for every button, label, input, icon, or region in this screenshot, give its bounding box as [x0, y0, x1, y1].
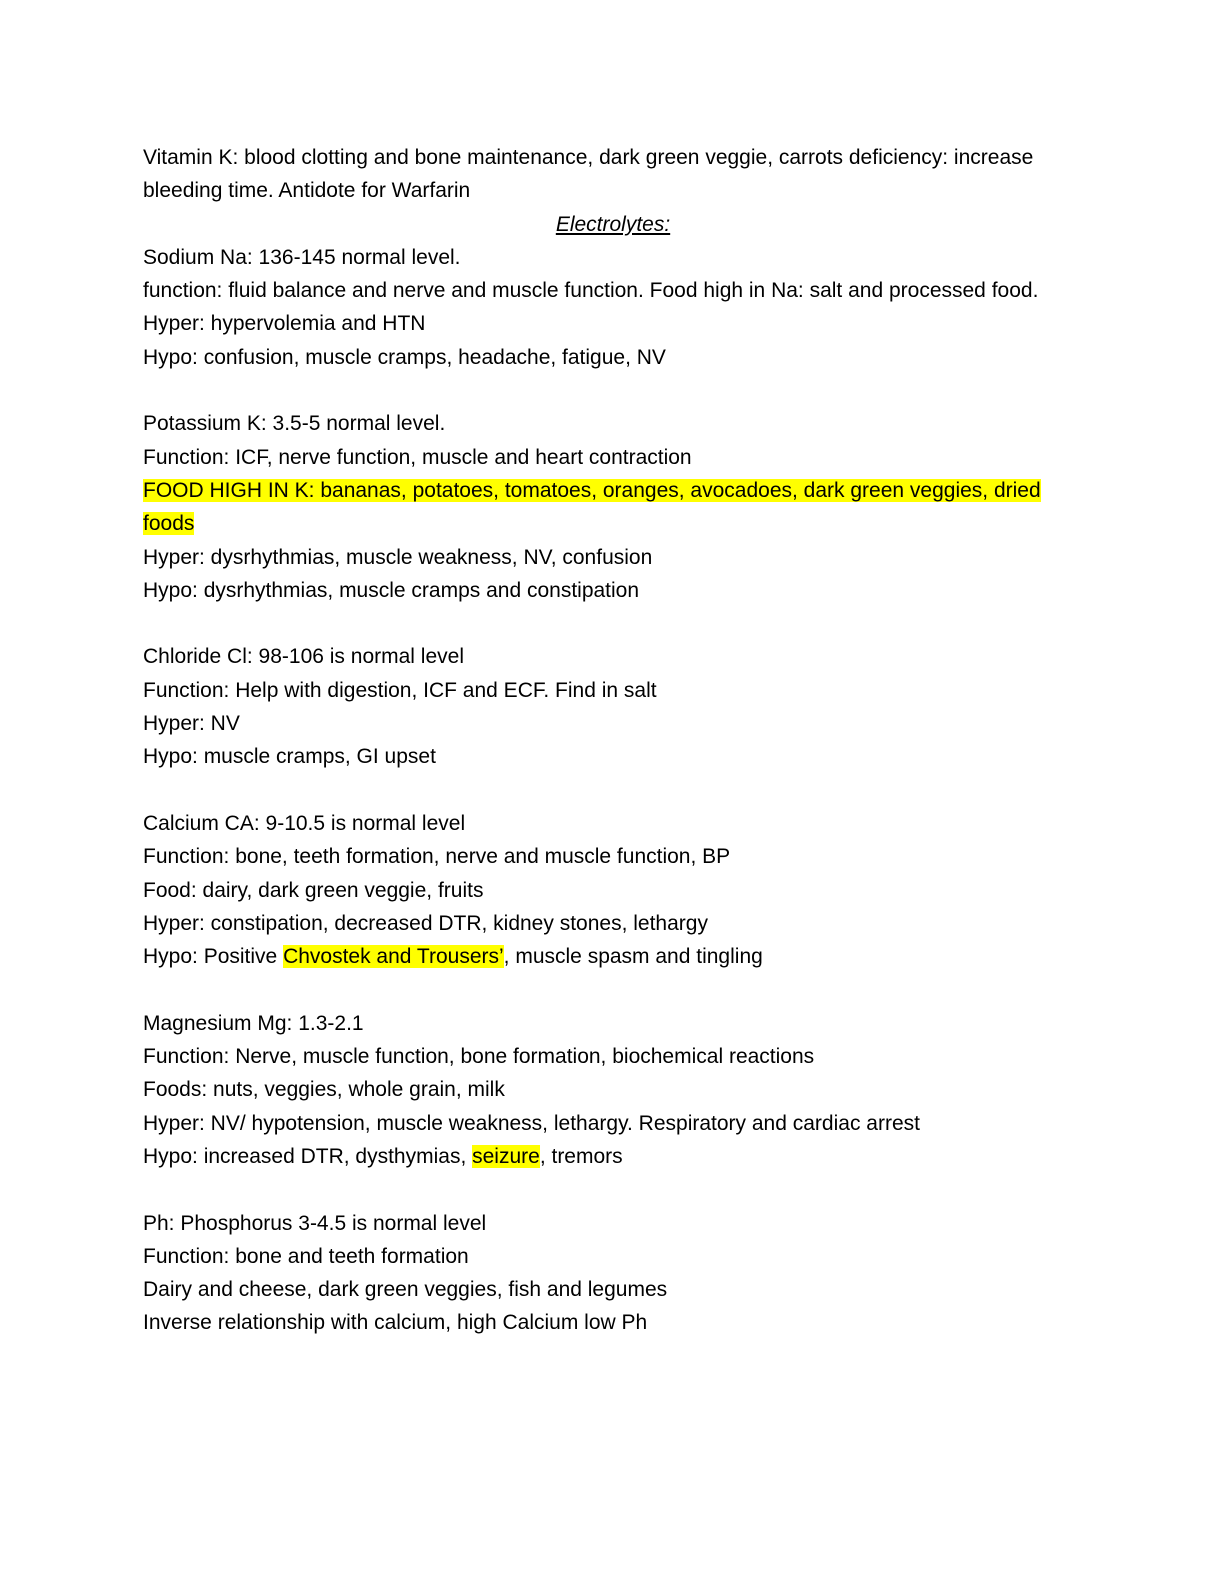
- chloride-function: Function: Help with digestion, ICF and ECF. Find in salt: [143, 678, 657, 702]
- calcium-food: Food: dairy, dark green veggie, fruits: [143, 878, 484, 902]
- phosphorus-function: Function: bone and teeth formation: [143, 1244, 469, 1268]
- spacer: [143, 774, 1083, 807]
- potassium-hyper: Hyper: dysrhythmias, muscle weakness, NV, confusion: [143, 545, 653, 569]
- magnesium-hyper: Hyper: NV/ hypotension, muscle weakness, lethargy. Respiratory and cardiac arrest: [143, 1111, 920, 1135]
- magnesium-hypo-highlight: seizure: [472, 1144, 540, 1168]
- magnesium-foods: Foods: nuts, veggies, whole grain, milk: [143, 1078, 505, 1102]
- potassium-function: Function: ICF, nerve function, muscle and heart contraction: [143, 445, 692, 469]
- magnesium-title: Magnesium Mg: 1.3-2.1: [143, 1011, 364, 1035]
- calcium-hypo-highlight: Chvostek and Trousers’: [283, 945, 504, 969]
- calcium-title: Calcium CA: 9-10.5 is normal level: [143, 811, 466, 835]
- sodium-hypo: Hypo: confusion, muscle cramps, headache, fatigue, NV: [143, 345, 666, 369]
- sodium-function: function: fluid balance and nerve and muscle function. Food high in Na: salt and processed food.: [143, 279, 1039, 303]
- potassium-food-line-1: [143, 474, 1083, 507]
- document-body: [143, 141, 1083, 1340]
- phosphorus-foods: Dairy and cheese, dark green veggies, fish and legumes: [143, 1278, 668, 1302]
- sodium-hyper: Hyper: hypervolemia and HTN: [143, 312, 426, 336]
- potassium-hypo: Hypo: dysrhythmias, muscle cramps and constipation: [143, 578, 640, 602]
- chloride-hyper: Hyper: NV: [143, 712, 240, 736]
- spacer: [143, 1173, 1083, 1206]
- spacer: [143, 374, 1083, 407]
- section-heading: Electrolytes:: [555, 212, 671, 236]
- potassium-food-highlight: FOOD HIGH IN K: bananas, potatoes, tomatoes, oranges, avocadoes, dark green veggies, dried: [143, 478, 1041, 502]
- phosphorus-title: Ph: Phosphorus 3-4.5 is normal level: [143, 1211, 487, 1235]
- phosphorus-relationship: Inverse relationship with calcium, high Calcium low Ph: [143, 1311, 648, 1335]
- calcium-hypo-suffix: , muscle spasm and tingling: [503, 945, 763, 969]
- magnesium-function: Function: Nerve, muscle function, bone formation, biochemical reactions: [143, 1045, 815, 1069]
- magnesium-hypo-suffix: , tremors: [539, 1144, 623, 1168]
- chloride-title: Chloride Cl: 98-106 is normal level: [143, 645, 464, 669]
- sodium-title: Sodium Na: 136-145 normal level.: [143, 245, 461, 269]
- potassium-food-highlight-cont: foods: [143, 512, 195, 536]
- section-heading-wrapper: [143, 208, 1083, 241]
- calcium-hypo: [143, 940, 1083, 973]
- chloride-hypo: Hypo: muscle cramps, GI upset: [143, 745, 436, 769]
- magnesium-hypo: [143, 1140, 1083, 1173]
- potassium-food-line-2: [143, 507, 1083, 540]
- spacer: [143, 607, 1083, 640]
- calcium-hyper: Hyper: constipation, decreased DTR, kidney stones, lethargy: [143, 911, 708, 935]
- calcium-hypo-prefix: Hypo: Positive: [143, 945, 284, 969]
- calcium-function: Function: bone, teeth formation, nerve and muscle function, BP: [143, 845, 731, 869]
- magnesium-hypo-prefix: Hypo: increased DTR, dysthymias,: [143, 1144, 473, 1168]
- vitamin-k-paragraph: Vitamin K: blood clotting and bone maintenance, dark green veggie, carrots deficiency: increase bleeding time. Antidote for Warfarin: [143, 146, 1034, 203]
- spacer: [143, 973, 1083, 1006]
- potassium-title: Potassium K: 3.5-5 normal level.: [143, 412, 446, 436]
